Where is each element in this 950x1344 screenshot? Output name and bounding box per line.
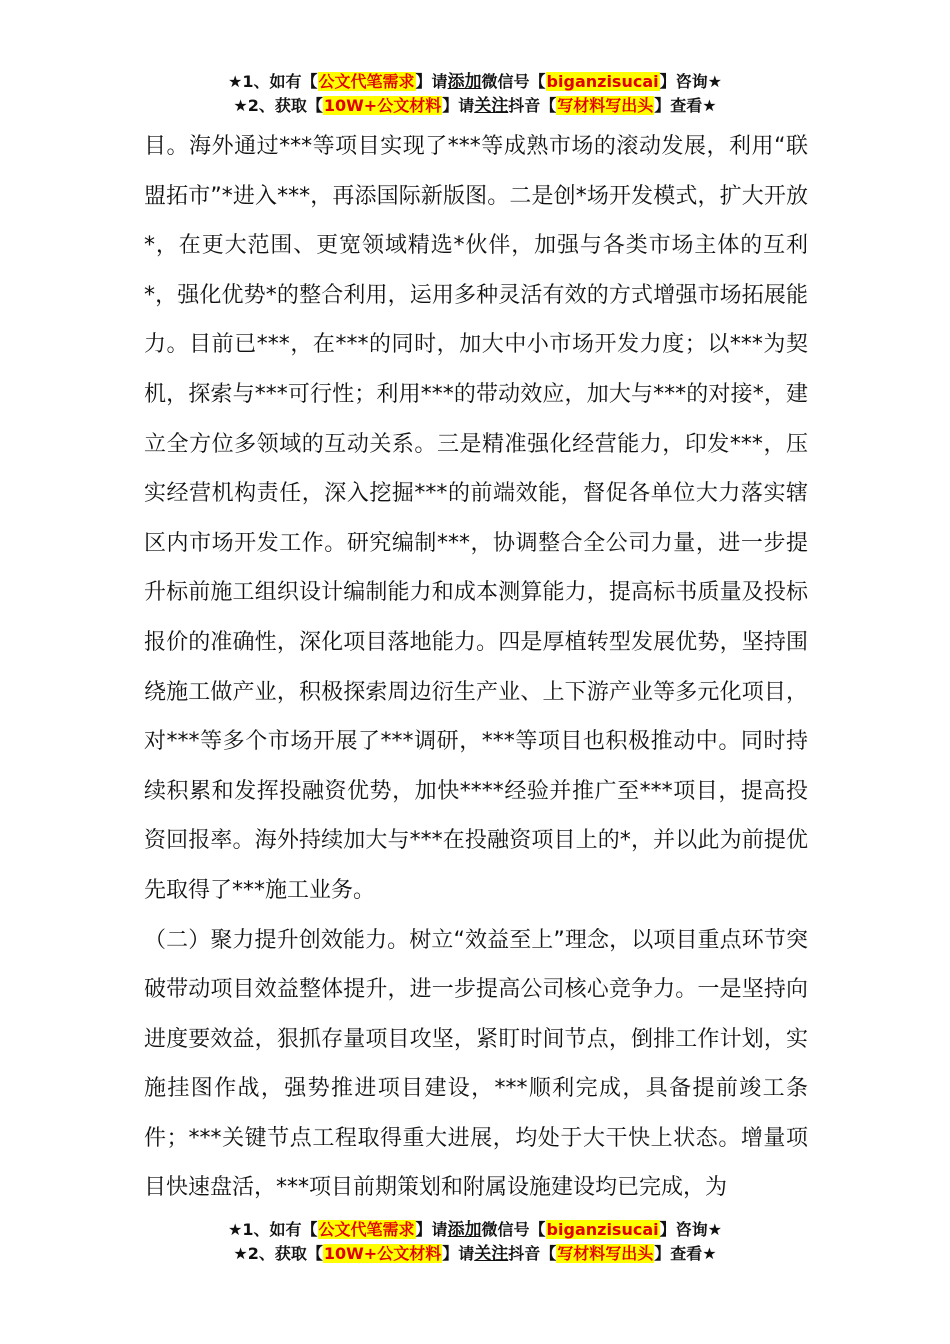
banner1-mid2: 微信号【 — [481, 72, 546, 91]
banner2-post: 】查看★ — [654, 96, 717, 115]
banner1-highlight-wechat: biganzisucai — [546, 72, 659, 91]
banner2-mid2: 抖音【 — [508, 1244, 557, 1263]
banner-line-2 — [0, 94, 950, 118]
banner2-mid: 】请 — [442, 1244, 475, 1263]
banner2-emphasis: 关注 — [474, 96, 509, 116]
banner-line-2 — [0, 1242, 950, 1266]
document-body — [144, 122, 808, 1213]
banner2-emphasis: 关注 — [474, 1244, 509, 1264]
banner2-highlight-materials: 10W+公文材料 — [323, 96, 442, 115]
banner1-emphasis: 添加 — [447, 72, 482, 92]
top-banner — [0, 70, 950, 118]
banner1-post: 】咨询★ — [659, 1220, 722, 1239]
body-paragraph-1: 目。海外通过***等项目实现了***等成熟市场的滚动发展，利用“联盟拓市”*进入***，再添国际新版图。二是创*场开发模式，扩大开放*，在更大范围、更宽领域精选*伙伴，加强与各类市场主体的互利*，强化优势*的整合利用，运用多种灵活有效的方式增强市场拓展能力。目前已***，在***的同时，加大中小市场开发力度；以***为契机，探索与***可行性；利用***的带动效应，加大与***的对接*，建立全方位多领域的互动关系。三是精准强化经营能力，印发***，压实经营机构责任，深入挖掘***的前端效能，督促各单位大力落实辖区内市场开发工作。研究编制***，协调整合全公司力量，进一步提升标前施工组织设计编制能力和成本测算能力，提高标书质量及投标报价的准确性，深化项目落地能力。四是厚植转型发展优势，坚持围绕施工做产业，积极探索周边衍生产业、上下游产业等多元化项目，对***等多个市场开展了***调研，***等项目也积极推动中。同时持续积累和发挥投融资优势，加快****经验并推广至***项目，提高投资回报率。海外持续加大与***在投融资项目上的*，并以此为前提优先取得了***施工业务。 — [144, 134, 808, 903]
banner1-emphasis: 添加 — [447, 1220, 482, 1240]
banner2-pre: ★2、获取【 — [233, 96, 323, 115]
banner1-highlight-service: 公文代笔需求 — [318, 72, 415, 91]
banner2-mid: 】请 — [442, 96, 475, 115]
banner1-highlight-service: 公文代笔需求 — [318, 1220, 415, 1239]
body-paragraph-2: （二）聚力提升创效能力。树立“效益至上”理念，以项目重点环节突破带动项目效益整体提升，进一步提高公司核心竞争力。一是坚持向进度要效益，狠抓存量项目攻坚，紧盯时间节点，倒排工作计划，实施挂图作战，强势推进项目建设，***顺利完成，具备提前竣工条件；***关键节点工程取得重大进展，均处于大干快上状态。增量项目快速盘活，***项目前期策划和附属设施建设均已完成，为 — [144, 927, 808, 1201]
banner-line-1 — [0, 1218, 950, 1242]
bottom-banner — [0, 1218, 950, 1266]
banner1-highlight-wechat: biganzisucai — [546, 1220, 659, 1239]
banner2-highlight-materials: 10W+公文材料 — [323, 1244, 442, 1263]
banner2-pre: ★2、获取【 — [233, 1244, 323, 1263]
banner1-mid2: 微信号【 — [481, 1220, 546, 1239]
banner1-pre: ★1、如有【 — [228, 1220, 318, 1239]
banner2-post: 】查看★ — [654, 1244, 717, 1263]
banner-line-1 — [0, 70, 950, 94]
banner2-highlight-douyin: 写材料写出头 — [557, 96, 654, 115]
banner2-mid2: 抖音【 — [508, 96, 557, 115]
banner1-pre: ★1、如有【 — [228, 72, 318, 91]
banner2-highlight-douyin: 写材料写出头 — [557, 1244, 654, 1263]
banner1-mid: 】请 — [415, 72, 448, 91]
banner1-mid: 】请 — [415, 1220, 448, 1239]
banner1-post: 】咨询★ — [659, 72, 722, 91]
